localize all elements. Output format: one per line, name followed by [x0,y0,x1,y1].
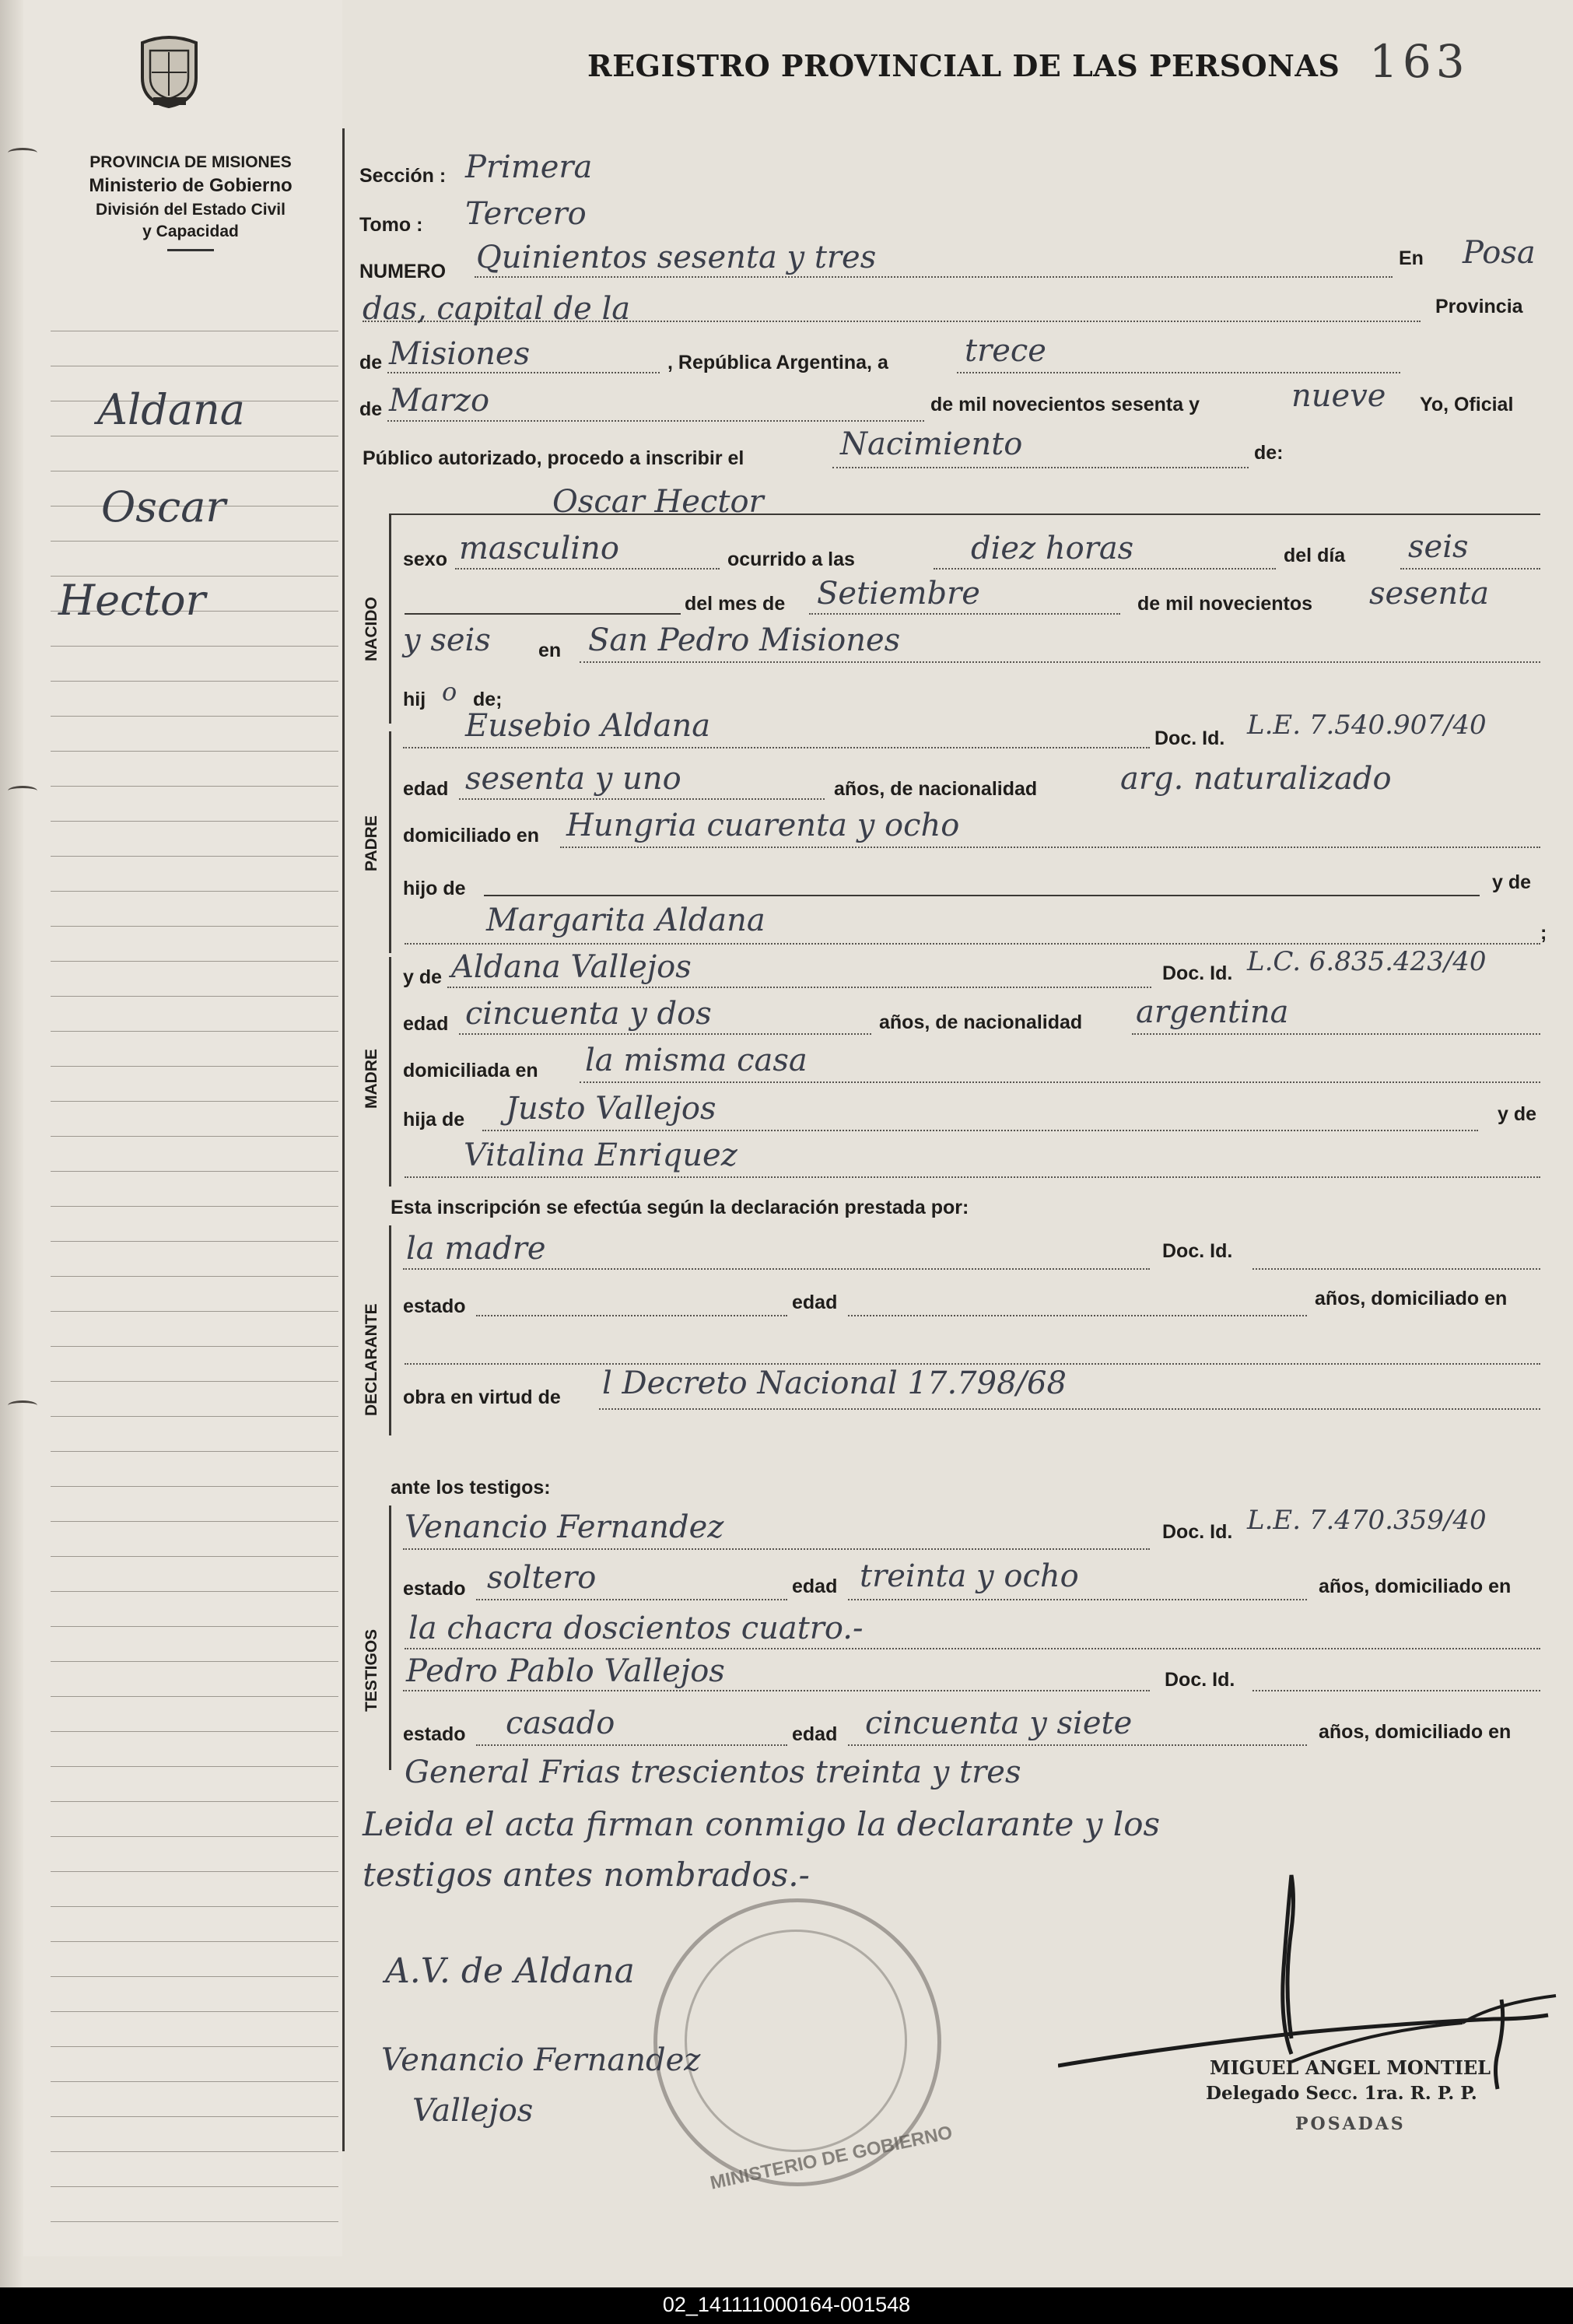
anio-label: de mil novecientos sesenta y [930,394,1200,415]
mes-nac-label: del mes de [685,593,786,615]
margin-rule [51,1661,338,1662]
margin-column [0,0,342,2256]
margin-rule [51,1486,338,1487]
dia-nac-value: seis [1408,529,1469,565]
provincial-seal-icon [136,35,202,109]
margin-rule [51,2046,338,2047]
margin-rule [51,1591,338,1592]
margin-rule [51,681,338,682]
declarante-bracket [389,1225,391,1435]
madre-edad-label: edad [403,1013,449,1035]
seccion-value: Primera [465,149,593,185]
madre-doc: L.C. 6.835.423/40 [1247,946,1487,977]
margin-rule [51,786,338,787]
org-underline [167,249,214,251]
testigo1-edad-label: edad [792,1576,838,1597]
testigo1-doc-label: Doc. Id. [1162,1521,1233,1543]
binding-ring [8,1400,37,1411]
margin-rule [51,2151,338,2152]
dia-nac-line [1400,568,1540,570]
mes-nac-line [809,613,1120,615]
org-ministry: Ministerio de Gobierno [89,175,293,197]
padre-nombre: Eusebio Aldana [465,708,711,744]
seccion-label: Sección : [359,165,447,187]
de-label: de [359,352,383,373]
padre-dom-line [560,847,1540,848]
margin-rule [51,1976,338,1977]
lugar-line [580,661,1540,663]
provincia-label: Provincia [1435,296,1523,317]
hora-value: diez horas [971,531,1134,566]
margin-rule [51,1381,338,1382]
margin-rule [51,961,338,962]
margin-rule [51,821,338,822]
signature-declarante: A.V. de Aldana [385,1951,635,1991]
padre-doc-label: Doc. Id. [1154,727,1225,749]
testigo2-nombre: Pedro Pablo Vallejos [406,1653,725,1689]
testigos-intro: ante los testigos: [391,1477,551,1499]
publico-label: Público autorizado, procedo a inscribir el [363,447,744,469]
margin-rule [51,996,338,997]
margin-rule [51,2186,338,2187]
testigo2-edad-label: edad [792,1723,838,1745]
numero-value: Quinientos sesenta y tres [476,240,877,275]
signature-testigo-1: Venancio Fernandez [381,2042,701,2078]
padre-edad-label: edad [403,778,449,800]
margin-rule [51,891,338,892]
numero-label: NUMERO [359,261,447,282]
de2-label: de: [1254,442,1284,464]
madre-nombre: Aldana Vallejos [451,949,692,985]
padre-madre-line [405,943,1540,945]
testigo1-doc: L.E. 7.470.359/40 [1247,1505,1487,1536]
padre-hijo-de-label: hijo de [403,878,466,899]
decreto-value: l Decreto Nacional 17.798/68 [602,1365,1067,1401]
republica-label: , República Argentina, a [667,352,888,373]
testigo1-edad: treinta y ocho [860,1558,1079,1594]
hijo-de-label: de; [473,689,503,710]
binding-ring [8,786,37,796]
madre-madre: Vitalina Enriquez [464,1137,737,1173]
testigo2-edad: cincuenta y siete [865,1705,1133,1741]
margin-rule [51,856,338,857]
madre-nac-line [1132,1033,1540,1035]
testigos-bracket [389,1506,391,1770]
ocurrido-label: ocurrido a las [727,549,855,570]
madre-doc-label: Doc. Id. [1162,962,1233,984]
ciudad-line [363,321,1421,322]
sexo-line [455,568,720,570]
testigo2-doc-line [1252,1690,1540,1691]
margin-rule [51,1556,338,1557]
testigo2-estado: casado [506,1705,615,1741]
testigo1-edad-line [848,1599,1307,1600]
margin-rule [51,1416,338,1417]
nacido-section-label: NACIDO [363,597,380,661]
margin-name-2: Hector [58,576,206,625]
sexo-value: masculino [459,531,619,566]
declarante-estado-line [476,1315,787,1316]
image-caption: 02_141111000164-001548 [662,2293,911,2316]
margin-rule [51,1766,338,1767]
padre-y-de-label: y de [1492,871,1532,893]
declarante-doc-label: Doc. Id. [1162,1240,1233,1262]
blank-line [405,613,681,615]
margin-divider [342,128,345,2151]
inscripto-name: Oscar Hector [552,484,764,520]
org-division: División del Estado Civil [96,200,286,219]
org-division-2: y Capacidad [142,223,239,241]
testigo2-edad-line [848,1744,1307,1746]
margin-rule [51,1731,338,1732]
binding-ring [8,148,37,158]
signature-testigo-2: Vallejos [412,2093,534,2129]
acto-line [832,467,1249,468]
margin-rule [51,1836,338,1837]
padre-section-label: PADRE [363,815,380,871]
inscripto-line [389,514,1540,515]
declarante-dom-line [405,1363,1540,1365]
margin-rule [51,1206,338,1207]
madre-edad-line [459,1033,871,1035]
sexo-label: sexo [403,549,447,570]
margin-rule [51,646,338,647]
margin-rule [51,1031,338,1032]
ciudad-a: Posa [1463,235,1536,271]
margin-rule [51,1241,338,1242]
decreto-line [599,1408,1540,1410]
margin-rule [51,1066,338,1067]
madre-nombre-line [447,987,1151,988]
padre-edad-line [459,798,825,800]
dia-value: trece [965,333,1046,369]
testigo2-nombre-line [403,1690,1150,1691]
margin-rule [51,541,338,542]
padre-nacionalidad: arg. naturalizado [1120,761,1392,797]
testigo2-estado-line [476,1744,787,1746]
declarante-section-label: DECLARANTE [363,1303,380,1416]
testigo1-nombre: Venancio Fernandez [405,1509,724,1545]
official-title: Delegado Secc. 1ra. R. P. P. [1206,2083,1477,2104]
folio-number: 163 [1369,35,1470,88]
padre-madre: Margarita Aldana [486,903,765,938]
margin-rule [51,1941,338,1942]
org-province: PROVINCIA DE MISIONES [89,153,292,171]
mes-value: Marzo [389,383,490,419]
nacido-bracket [389,514,391,724]
margin-rule [51,1171,338,1172]
page-title: REGISTRO PROVINCIAL DE LAS PERSONAS [587,48,1340,83]
margin-rule [51,1871,338,1872]
closing-line-1: Leida el acta firman conmigo la declarante y los [363,1805,1161,1843]
declarante-estado-label: estado [403,1295,466,1317]
madre-bracket [389,957,391,1187]
dia-line [957,372,1400,373]
obra-label: obra en virtud de [403,1386,561,1408]
declarante-nombre-line [403,1268,1150,1270]
madre-edad: cincuenta y dos [465,996,712,1032]
madre-section-label: MADRE [363,1049,380,1109]
padre-domicilio: Hungria cuarenta y ocho [566,808,960,843]
testigo2-anios-label: años, domiciliado en [1319,1721,1512,1743]
declarante-edad-label: edad [792,1292,838,1313]
margin-rule [51,2011,338,2012]
madre-y-de-label: y de [403,966,443,988]
acto-value: Nacimiento [840,426,1023,462]
margin-rule [51,1801,338,1802]
padre-edad: sesenta y uno [465,761,681,797]
margin-rule [51,1101,338,1102]
declarante-nombre: la madre [406,1231,546,1267]
hijo-suffix: o [442,677,457,706]
hijo-label: hij [403,689,426,710]
margin-name-1: Oscar [101,482,226,531]
declarante-intro: Esta inscripción se efectúa según la declaración prestada por: [391,1197,969,1218]
margin-rule [51,1136,338,1137]
madre-nacionalidad: argentina [1136,994,1289,1030]
padre-nac-label: años, de nacionalidad [834,778,1038,800]
ciudad-b: das, capital de la [363,291,631,327]
numero-line [475,276,1393,278]
madre-madre-line [405,1176,1540,1178]
mes-nac-value: Setiembre [817,576,980,612]
declarante-edad-line [848,1315,1307,1316]
closing-line-2: testigos antes nombrados.- [363,1856,810,1894]
margin-rule [51,2081,338,2082]
declarante-anios-label: años, domiciliado en [1315,1288,1508,1309]
de-mes-label: de [359,398,383,420]
anio-nac-a: sesenta [1369,576,1490,612]
madre-dom-line [580,1081,1540,1083]
testigo1-estado-line [476,1599,787,1600]
padre-hijo-line [484,895,1480,896]
official-stamp-inner [685,1930,907,2152]
issuing-office [39,152,342,251]
binding-edge [0,0,23,2287]
madre-y-de-label-2: y de [1498,1103,1537,1125]
en-nac-label: en [538,640,562,661]
margin-rule [51,1276,338,1277]
official-name: MIGUEL ANGEL MONTIEL [1210,2056,1491,2079]
anio-nac-b: y seis [403,622,491,658]
margin-surname: Aldana [97,385,246,434]
tomo-label: Tomo : [359,214,423,236]
margin-rule [51,2221,338,2222]
testigo1-nombre-line [403,1548,1150,1550]
margin-rule [51,1521,338,1522]
margin-rule [51,1626,338,1627]
en-label: En [1399,247,1424,269]
testigo2-domicilio: General Frias trescientos treinta y tres [405,1754,1021,1790]
madre-dom-label: domiciliada en [403,1060,538,1081]
margin-rule [51,1906,338,1907]
testigo1-dom-line [405,1648,1540,1649]
madre-padre-line [482,1130,1478,1131]
testigo2-estado-label: estado [403,1723,466,1745]
testigo2-doc-label: Doc. Id. [1165,1669,1235,1691]
hora-line [934,568,1276,570]
testigo1-estado: soltero [487,1560,597,1596]
provincia-line [387,372,660,373]
margin-rule [51,1451,338,1452]
madre-nac-label: años, de nacionalidad [879,1011,1083,1033]
tomo-value: Tercero [465,196,587,232]
testigo1-domicilio: la chacra doscientos cuatro.- [408,1611,864,1646]
padre-bracket [389,731,391,953]
lugar-value: San Pedro Misiones [588,622,901,658]
stamp-text: MINISTERIO DE GOBIERNO [708,2122,955,2194]
yo-label: Yo, Oficial [1420,394,1514,415]
margin-rule [51,926,338,927]
madre-hija-label: hija de [403,1109,465,1130]
madre-padre: Justo Vallejos [506,1091,716,1127]
del-dia-label: del día [1284,545,1346,566]
padre-doc: L.E. 7.540.907/40 [1247,710,1487,741]
declarante-doc-line [1252,1268,1540,1270]
mes-line [387,420,924,422]
margin-rule [51,1696,338,1697]
padre-dom-label: domiciliado en [403,825,540,847]
semicolon: ; [1540,922,1547,944]
margin-rule [51,1346,338,1347]
provincia-value: Misiones [389,336,531,372]
madre-domicilio: la misma casa [585,1043,808,1078]
mil-label: de mil novecientos [1137,593,1313,615]
testigos-section-label: TESTIGOS [363,1628,380,1712]
testigo1-estado-label: estado [403,1578,466,1600]
padre-nombre-line [403,747,1150,748]
testigo1-anios-label: años, domiciliado en [1319,1576,1512,1597]
margin-rule [51,751,338,752]
margin-rule [51,1311,338,1312]
margin-rule [51,2116,338,2117]
anio-value: nueve [1291,378,1386,414]
margin-rule [51,716,338,717]
official-city: POSADAS [1295,2114,1406,2134]
